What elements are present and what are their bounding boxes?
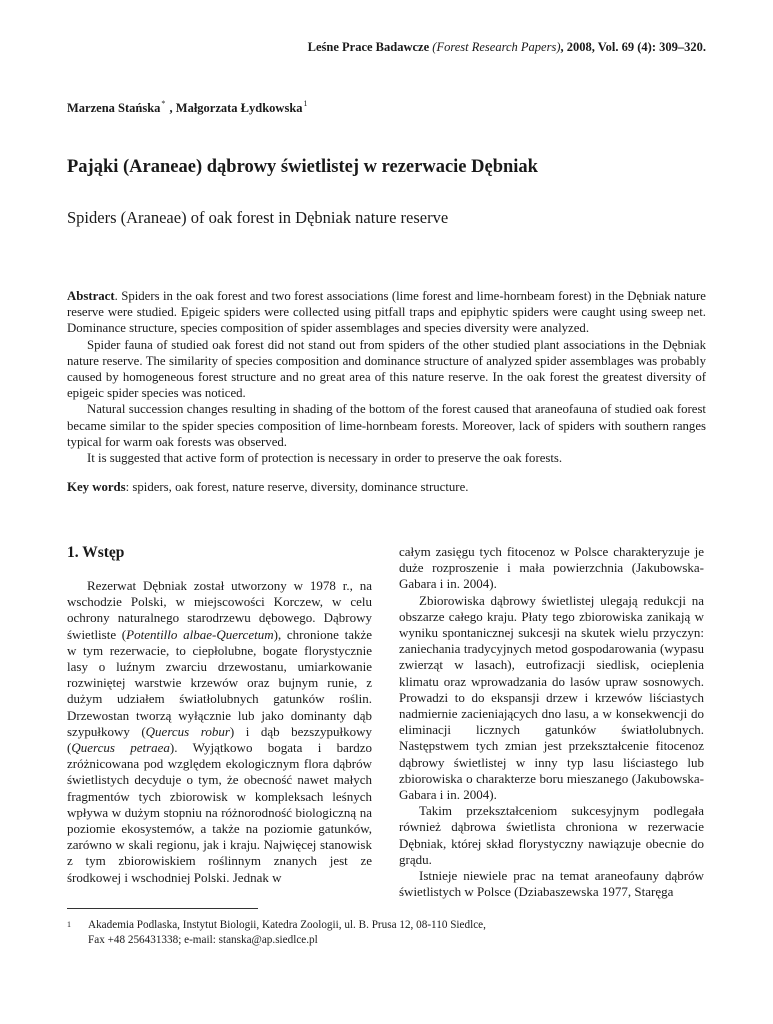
abstract-paragraph-4: It is suggested that active form of protection is necessary in order to preserve the oak forests. [87, 451, 563, 466]
journal-header [67, 40, 706, 55]
author-2: Małgorzata Łydkowska [175, 101, 303, 115]
abstract-label: Abstract [67, 289, 115, 303]
intro-paragraph-1 [67, 578, 372, 886]
intro-text-3: ) i dąb bezszypułkowy ( [67, 723, 372, 756]
abstract-paragraph-1 [67, 288, 706, 337]
section-heading: 1. Wstęp [67, 544, 125, 561]
journal-translation: (Forest Research Papers) [432, 40, 561, 54]
title-english: Spiders (Araneae) of oak forest in Dębniak nature reserve [67, 208, 449, 227]
footnote-divider [67, 908, 258, 909]
intro-paragraph-2: Zbiorowiska dąbrowy świetlistej ulegają redukcji na obszarze całego kraju. Płaty tego zbiorowiska zanikają w wyniku spontanicznej sukcesji na skutek wielu przyczyn: zaniechania tradycyjnych metod gospodarowania (wypasu zwierząt w lasach), eutrofizacji siedlisk, ocieplenia klimatu oraz wprowadzania do lasów upraw sosnowych. Prowadzi to do ekspansji drzew i krzewów liściastych nadmiernie zacieniających dno lasu, a w konsekwencji do eliminacji licznych gatunków światłolubnych. Następstwem tych zmian jest przekształcenie fitocenoz dąbrowy świetlistej w inny typ lasu liściastego lub zbiorowiska o charakterze boru mieszanego (Jakubowska-Gabara i in. 2004). [399, 592, 704, 803]
intro-text-2: ), chronione także w tym rezerwacie, to ciepłolubne, bogate florystycznie lasy o luźnym zwarciu drzewostanu, umiarkowanie rozwiniętej warstwie krzewów oraz bujnym runie, z dużym udziałem światłolubnych gatunków roślin. Drzewostan tworzą wyłącznie lub jako dominanty dąb szypułkowy ( [67, 626, 372, 739]
species-quercus-petraea: Quercus petraea [71, 740, 170, 756]
author-1-mark: * [161, 99, 166, 108]
keywords [67, 480, 706, 495]
footnote-number: 1 [67, 920, 71, 929]
footnote-contact: Fax +48 256431338; e-mail: stanska@ap.siedlce.pl [88, 934, 318, 946]
intro-paragraph-4: Istnieje niewiele prac na temat araneofauny dąbrów świetlistych w Polsce (Dziabaszewska 1977, Staręga [399, 868, 704, 900]
intro-text-4: ). Wyjątkowo bogata i bardzo zróżnicowana pod względem ekologicznym flora dąbrów świetlistych decyduje o tym, że obecność nawet małych fragmentów tych zbiorowisk w kompleksach leśnych wpływa w dużym stopniu na różnorodność biologiczną na poziomie ekosystemów, a także na poziomie gatunków, zarówno w skali regionu, jak i kraju. Najwięcej stanowisk z tym zbiorowiskiem roślinnym znanych jest ze środkowej i wschodniej Polski. Jednak w [67, 740, 372, 885]
journal-name: Leśne Prace Badawcze [307, 40, 430, 54]
species-potentillo: Potentillo albae-Quercetum [126, 626, 274, 642]
abstract-paragraph-2: Spider fauna of studied oak forest did not stand out from spiders of the other studied plant associations in the Dębniak nature reserve. The similarity of species composition and dominance structure of analyzed spider assemblages was probably caused by homogeneous forest structure and no great area of this nature reserve. In the oak forest the greatest diversity of epigeic spider species was noticed. [67, 337, 706, 401]
intro-paragraph-continued: całym zasięgu tych fitocenoz w Polsce charakteryzuje je duże rozproszenie i mała powierzchnia (Jakubowska-Gabara i in. 2004). [399, 544, 704, 592]
keywords-text: : spiders, oak forest, nature reserve, diversity, dominance structure. [125, 480, 469, 494]
abstract-text-1: . Spiders in the oak forest and two forest associations (lime forest and lime-hornbeam forest) in the Dębniak nature reserve were studied. Epigeic spiders were collected using pitfall traps and epiphytic spiders were caught using sweep net. Dominance structure, species composition of spider assemblages and species diversity were analyzed. [67, 289, 706, 336]
intro-paragraph-3: Takim przekształceniom sukcesyjnym podlegała również dąbrowa świetlista chroniona w rezerwacie Dębniak, której skład florystyczny nawiązuje obecnie do grądu. [399, 803, 704, 867]
intro-text-1: Rezerwat Dębniak został utworzony w 1978 r., na wschodzie Polski, w miejscowości Korczew, w celu ochrony naturalnego starodrzewu dębowego. Dąbrowy świetliste ( [67, 578, 372, 642]
abstract [67, 288, 706, 466]
title-polish: Pająki (Araneae) dąbrowy świetlistej w rezerwacie Dębniak [67, 157, 538, 177]
journal-citation: , 2008, Vol. 69 (4): 309–320. [560, 40, 706, 54]
author-separator: , [169, 101, 176, 115]
footnote-text [67, 918, 706, 948]
right-column [399, 544, 704, 900]
species-quercus-robur: Quercus robur [145, 723, 230, 739]
footnote [67, 918, 706, 948]
left-column [67, 543, 372, 886]
author-1: Marzena Stańska [67, 101, 161, 115]
keywords-label: Key words [67, 480, 126, 494]
author-2-mark: 1 [303, 99, 308, 108]
abstract-paragraph-3: Natural succession changes resulting in shading of the bottom of the forest caused that araneofauna of studied oak forest became similar to the spider species composition of lime-hornbeam forests. Moreover, lack of spiders with southern ranges typical for warm oak forests was observed. [67, 402, 706, 449]
footnote-affiliation: Akademia Podlaska, Instytut Biologii, Katedra Zoologii, ul. B. Prusa 12, 08-110 Siedlce, [88, 919, 486, 931]
author-line [67, 99, 309, 116]
